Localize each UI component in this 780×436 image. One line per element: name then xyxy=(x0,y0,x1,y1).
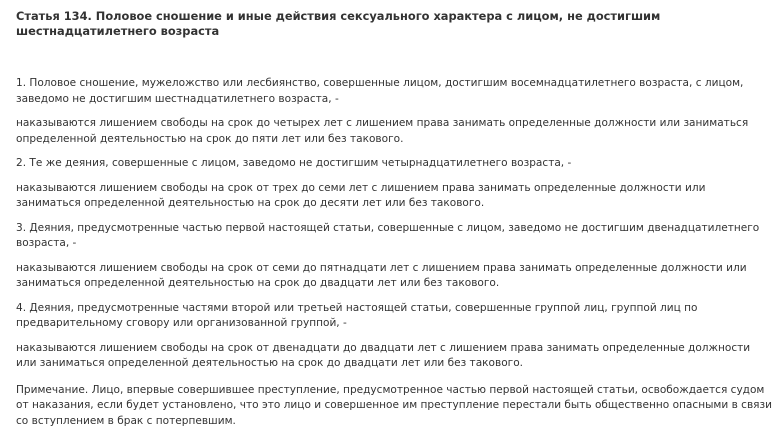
paragraph-4-penalty: наказываются лишением свободы на срок от двенадцати до двадцати лет с лишением права занимать определенные должности или заниматься определенной деятельностью на срок до двадцати лет или без такового. xyxy=(16,341,751,369)
paragraph-3-offense: 3. Деяния, предусмотренные частью первой настоящей статьи, совершенные с лицом, заведомо не достигшим двенадцатилетнего возраста, - xyxy=(16,221,760,249)
paragraph-2-penalty: наказываются лишением свободы на срок от трех до семи лет с лишением права занимать определенные должности или заниматься определенной деятельностью на срок до десяти лет или без такового. xyxy=(16,181,706,209)
article-note: Примечание. Лицо, впервые совершившее преступление, предусмотренное частью первой настоящей статьи, освобождается судом от наказания, если будет установлено, что это лицо и совершенное им преступление перестали быть общественно опасными в связи со вступлением в брак с потерпевшим. xyxy=(16,383,772,427)
paragraph-1-penalty: наказываются лишением свободы на срок до четырех лет с лишением права занимать определенные должности или заниматься определенной деятельностью на срок до пяти лет или без такового. xyxy=(16,117,749,145)
paragraph-1-offense: 1. Половое сношение, мужеложство или лесбиянство, совершенные лицом, достигшим восемнадцатилетнего возраста, с лицом, заведомо не достигшим шестнадцатилетнего возраста, - xyxy=(16,77,744,105)
paragraph-4-offense: 4. Деяния, предусмотренные частями второй или третьей настоящей статьи, совершенные группой лиц, группой лиц по предварительному сговору или организованной группой, - xyxy=(16,301,698,329)
paragraph-3-penalty: наказываются лишением свободы на срок от семи до пятнадцати лет с лишением права занимать определенные должности или заниматься определенной деятельностью на срок до двадцати лет или без такового. xyxy=(16,261,747,289)
article-title: Статья 134. Половое сношение и иные действия сексуального характера с лицом, не достигшим шестнадцатилетнего возраста xyxy=(16,9,661,38)
paragraph-2-offense: 2. Те же деяния, совершенные с лицом, заведомо не достигшим четырнадцатилетнего возраста, - xyxy=(16,157,572,169)
